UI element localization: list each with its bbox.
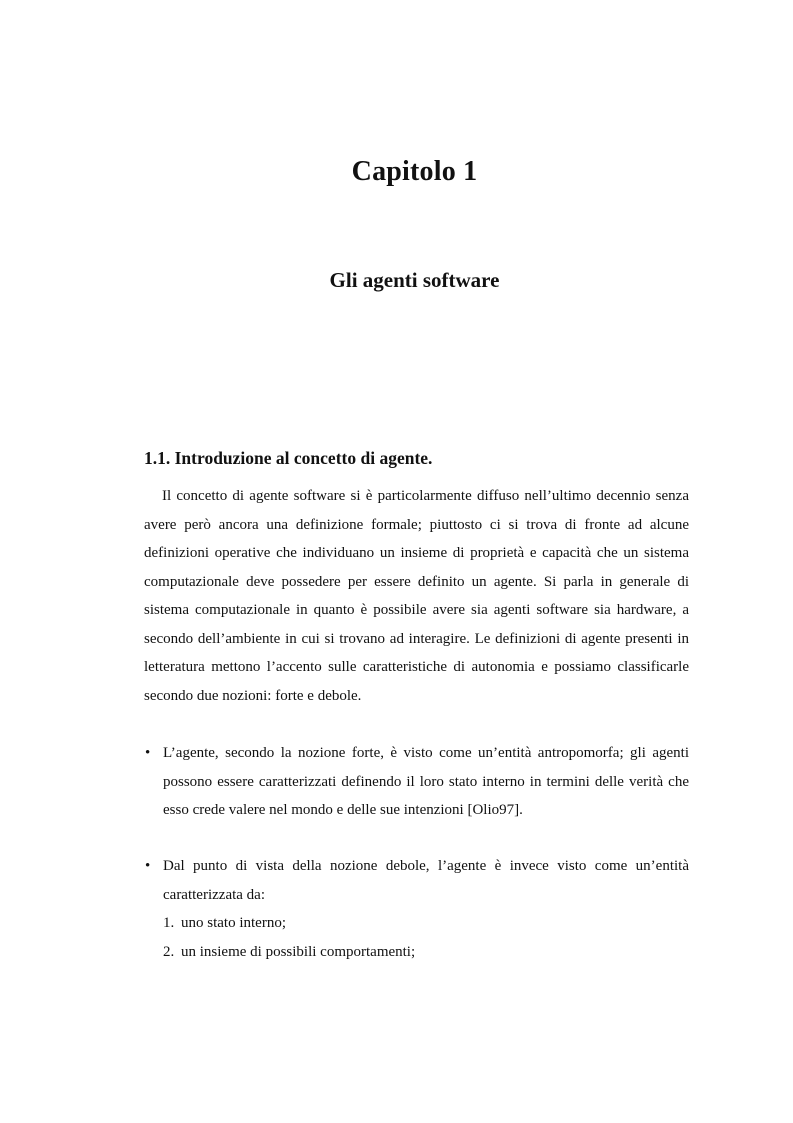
bullet-list-strong (144, 739, 689, 825)
numbered-item (163, 909, 689, 938)
item-number: 1. (163, 915, 175, 931)
chapter-subtitle: Gli agenti software (329, 268, 500, 292)
bullet-text: L’agente, secondo la nozione forte, è visto come un’entità antropomorfa; gli agenti possono essere caratterizzati definendo il loro stato interno in termini delle verità che esso crede valere nel mondo e delle sue intenzioni [Olio97]. (163, 745, 689, 818)
chapter-title: Capitolo 1 (351, 156, 478, 187)
bullet-text: Dal punto di vista della nozione debole, l’agente è invece visto come un’entità caratterizzata da: (163, 858, 689, 903)
numbered-item (163, 938, 689, 967)
section-heading: 1.1. Introduzione al concetto di agente. (144, 448, 433, 468)
intro-paragraph: Il concetto di agente software si è particolarmente diffuso nell’ultimo decennio senza avere però ancora una definizione formale; piuttosto ci si trova di fronte ad alcune definizioni operative che individuano un insieme di proprietà e capacità che un sistema computazionale deve possedere per essere definito un agente. Si parla in generale di sistema computazionale in quanto è possibile avere sia agenti software sia hardware, a secondo dell’ambiente in cui si trovano ad interagire. Le definizioni di agente presenti in letteratura mettono l’accento sulle caratteristiche di autonomia e possiamo classificarle secondo due nozioni: forte e debole. (144, 488, 689, 704)
bullet-item-weak-notion (144, 852, 689, 966)
item-number: 2. (163, 943, 175, 960)
item-text: uno stato interno; (181, 915, 286, 931)
bullet-list-weak (144, 852, 689, 966)
bullet-marker: • (145, 745, 151, 761)
bullet-item-strong-notion (144, 739, 689, 825)
bullet-marker: • (145, 858, 151, 874)
numbered-list (163, 909, 689, 966)
item-text: un insieme di possibili comportamenti; (181, 943, 416, 960)
